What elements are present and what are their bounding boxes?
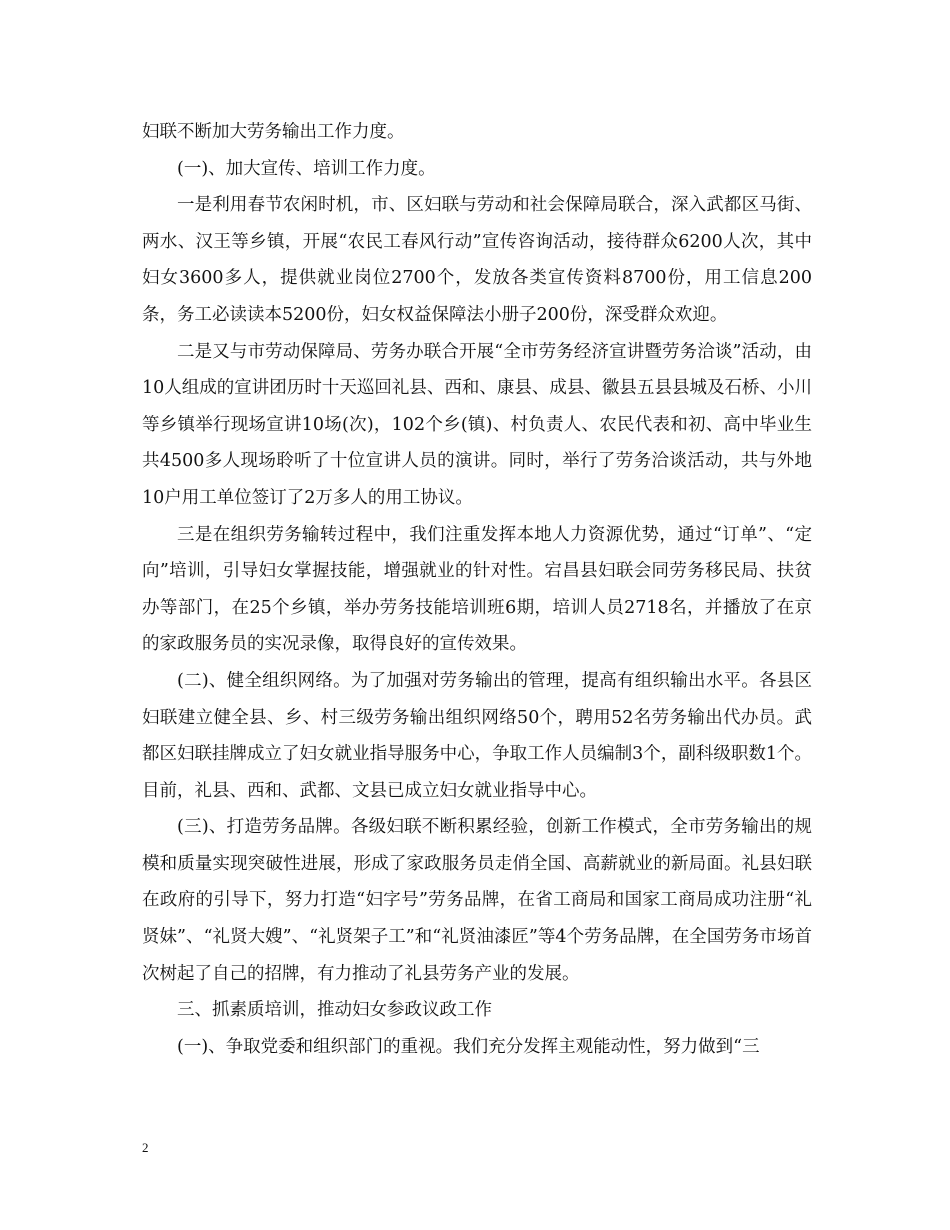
paragraph: (二)、健全组织网络。为了加强对劳务输出的管理，提高有组织输出水平。各县区妇联建立健全县、乡、村三级劳务输出组织网络50个，聘用52名劳务输出代办员。武都区妇联挂牌成立了妇女就业指导服务中心，争取工作人员编制3个，副科级职数1个。目前，礼县、西和、武都、文县已成立妇女就业指导中心。 [142, 670, 812, 801]
paragraph: 二是又与市劳动保障局、劳务办联合开展“全市劳务经济宣讲暨劳务洽谈”活动，由10人组成的宣讲团历时十天巡回礼县、西和、康县、成县、徽县五县县城及石桥、小川等乡镇举行现场宣讲10场(次)，102个乡(镇)、村负责人、农民代表和初、高中毕业生共4500多人现场聆听了十位宣讲人员的演讲。同时，举行了劳务洽谈活动，共与外地10户用工单位签订了2万多人的用工协议。 [142, 341, 812, 508]
paragraph: (一)、争取党委和组织部门的重视。我们充分发挥主观能动性，努力做到“三 [177, 1036, 760, 1057]
paragraph: (三)、打造劳务品牌。各级妇联不断积累经验，创新工作模式，全市劳务输出的规模和质量实现突破性进展，形成了家政服务员走俏全国、高薪就业的新局面。礼县妇联在政府的引导下，努力打造“妇字号”劳务品牌，在省工商局和国家工商局成功注册“礼贤妹”、“礼贤大嫂”、“礼贤架子工”和“礼贤油漆匠”等4个劳务品牌，在全国劳务市场首次树起了自己的招牌，有力推动了礼县劳务产业的发展。 [142, 817, 812, 984]
paragraph: 妇联不断加大劳务输出工作力度。 [142, 122, 405, 142]
paragraph: (一)、加大宣传、培训工作力度。 [177, 158, 436, 179]
section-heading: 三、抓素质培训，推动妇女参政议政工作 [177, 1000, 492, 1021]
paragraph: 三是在组织劳务输转过程中，我们注重发挥本地人力资源优势，通过“订单”、“定向”培训，引导妇女掌握技能，增强就业的针对性。宕昌县妇联会同劳务移民局、扶贫办等部门，在25个乡镇，举办劳务技能培训班6期，培训人员2718名，并播放了在京的家政服务员的实况录像，取得良好的宣传效果。 [142, 524, 812, 655]
page-number: 2 [142, 1140, 149, 1155]
document-body [142, 114, 812, 1065]
paragraph: 一是利用春节农闲时机，市、区妇联与劳动和社会保障局联合，深入武都区马街、两水、汉王等乡镇，开展“农民工春风行动”宣传咨询活动，接待群众6200人次，其中妇女3600多人，提供就业岗位2700个，发放各类宣传资料8700份，用工信息200条，务工必读读本5200份，妇女权益保障法小册子200份，深受群众欢迎。 [142, 195, 812, 325]
